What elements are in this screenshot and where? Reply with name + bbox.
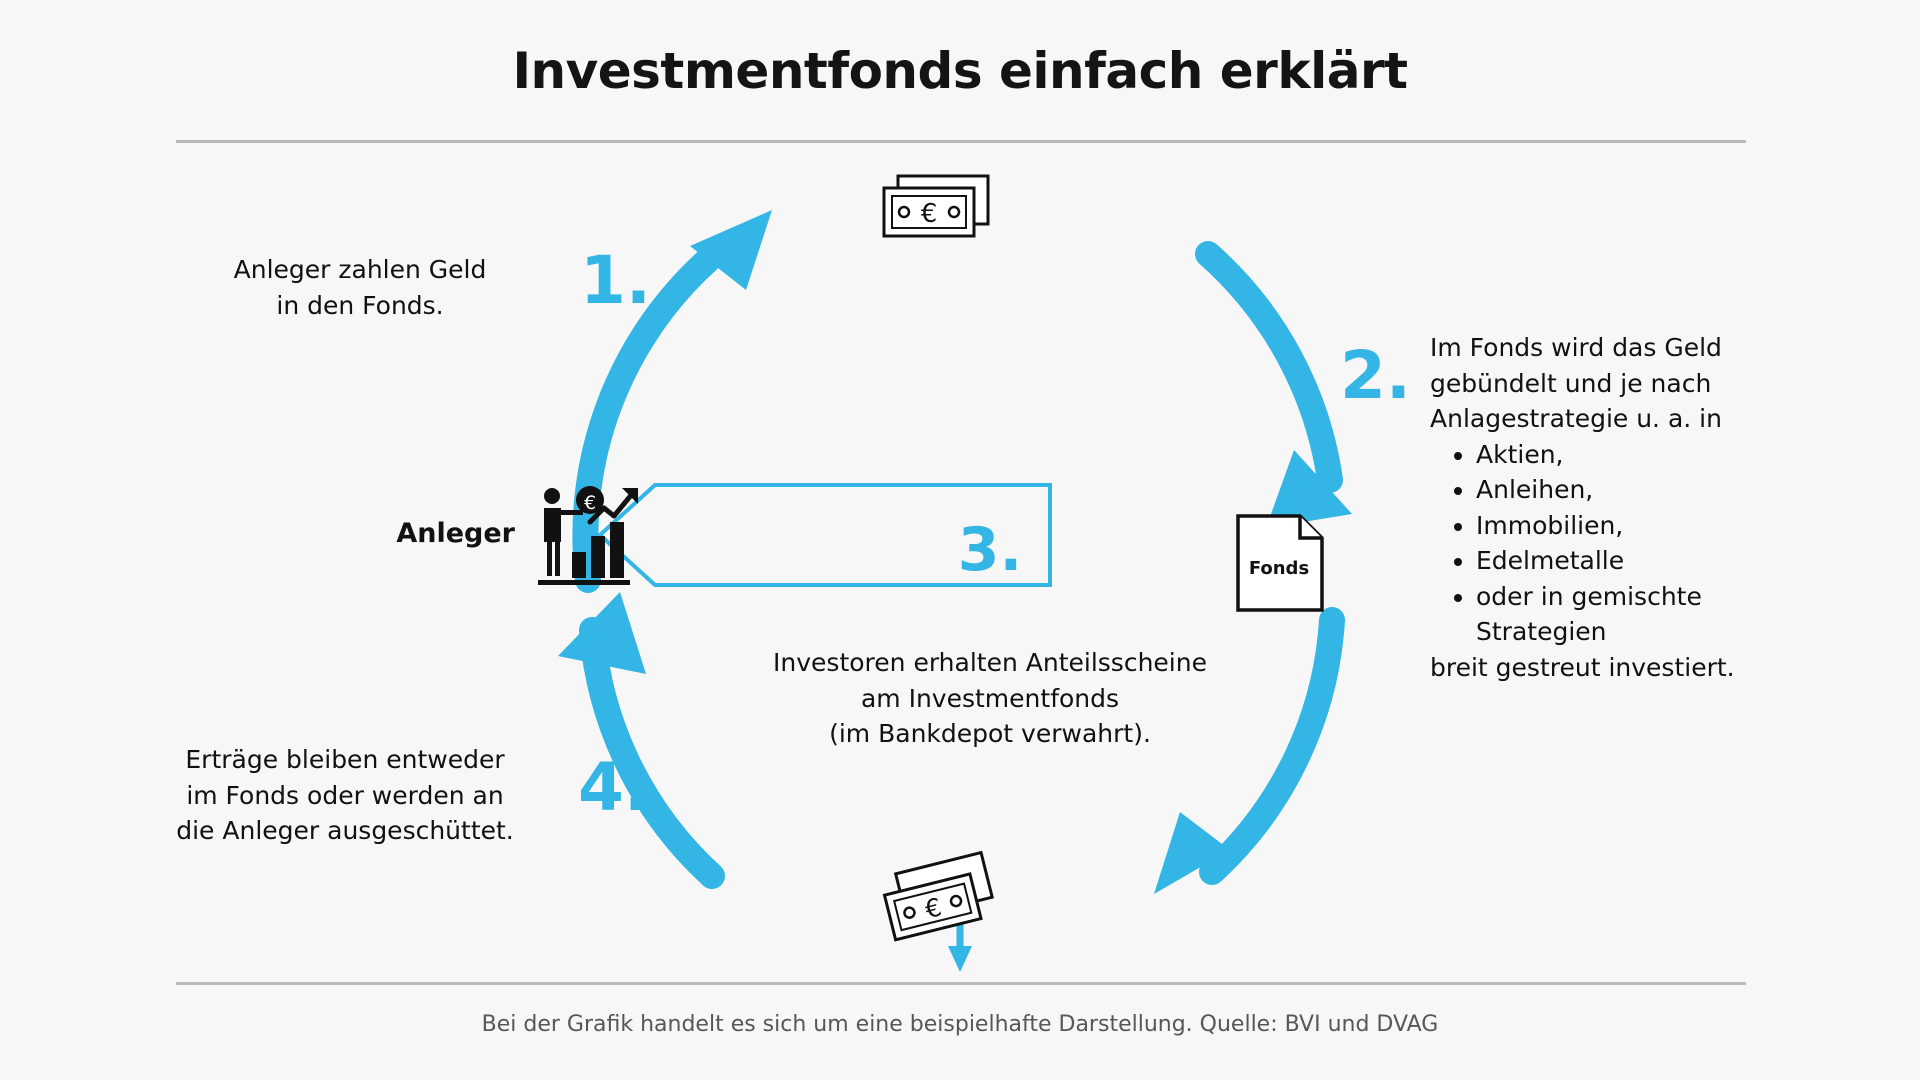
fonds-icon-label: Fonds [1248,558,1310,579]
step-3-line-1: Investoren erhalten Anteilsscheine [773,648,1207,677]
step-1-text [180,252,540,323]
step-1-line-1: Anleger zahlen Geld [233,255,487,284]
banknotes-icon [876,168,996,248]
banknotes-tilted-icon [876,846,1006,976]
step-1-line-2: in den Fonds. [276,290,444,320]
step-2-bullet-list [1430,437,1790,650]
list-item: • Edelmetalle [1476,543,1790,579]
step-3-line-3: (im Bankdepot verwahrt). [829,719,1151,748]
step-4-text [145,742,545,849]
step-number-2: 2. [1340,337,1411,414]
divider-top [176,140,1746,143]
fonds-document-icon [1234,512,1326,614]
divider-bottom [176,982,1746,985]
svg-text:€: € [920,199,938,229]
source-note: Bei der Grafik handelt es sich um eine beispielhafte Darstellung. Quelle: BVI und DVAG [481,1012,1439,1037]
step-2-outro-1: breit gestreut investiert. [1430,652,1735,682]
step-2-intro-3: Anlagestrategie u. a. in [1430,404,1722,433]
list-item: • Aktien, [1476,437,1790,473]
investor-label: Anleger [396,518,515,549]
page-title: Investmentfonds einfach erklärt [512,42,1408,100]
step-4-line-1: Erträge bleiben entweder [185,745,505,774]
step-3-line-2: am Investmentfonds [860,683,1120,713]
step-2-text [1430,330,1790,685]
list-item: • Immobilien, [1476,508,1790,544]
step-2-intro-2: gebündelt und je nach [1430,368,1712,398]
step-number-4: 4. [578,749,649,826]
step-number-3: 3. [957,515,1023,585]
list-item: • oder in gemischte Strategien [1476,579,1790,650]
svg-text:€: € [921,892,945,925]
svg-text:€: € [583,492,597,514]
step-number-1: 1. [580,242,651,319]
step-4-line-2: im Fonds oder werden an [186,780,504,810]
list-item: • Anleihen, [1476,472,1790,508]
investor-chart-icon [528,478,668,608]
step-2-intro-1: Im Fonds wird das Geld [1430,333,1722,362]
step-4-line-3: die Anleger ausgeschüttet. [176,816,514,845]
cycle-arrow-2 [1208,254,1352,528]
step-3-text [660,645,1320,752]
